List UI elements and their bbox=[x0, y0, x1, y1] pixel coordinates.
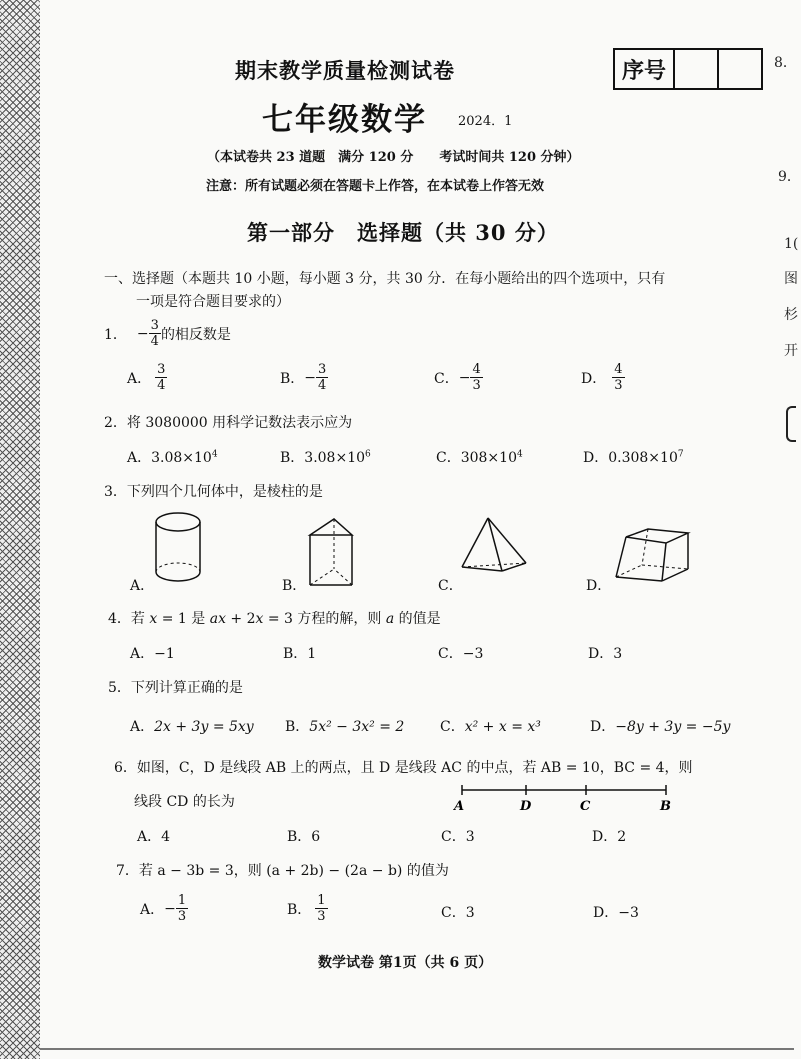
q6-option-a: A．4 bbox=[137, 829, 171, 845]
q5-option-d: D．−8y + 3y = −5y bbox=[590, 719, 731, 735]
q5-option-b: B．5x² − 3x² = 2 bbox=[285, 719, 405, 735]
q7-option-d: D．−3 bbox=[593, 905, 639, 921]
edge-fragment: 9． bbox=[778, 169, 801, 185]
edge-fragment: 1( bbox=[784, 236, 799, 252]
edge-fragment: 图 bbox=[784, 271, 798, 287]
q1-option-d: D． $\frac{4}{3}$ bbox=[581, 362, 623, 393]
sequence-cell bbox=[719, 50, 761, 88]
edge-fragment: 开 bbox=[784, 343, 798, 359]
q7-option-b: B． $\frac{1}{3}$ bbox=[287, 893, 326, 924]
frustum-figure bbox=[612, 525, 694, 585]
q3-option-d: D． bbox=[586, 578, 612, 594]
q2-option-a: A．$3.08\times 10^4$ bbox=[127, 449, 218, 466]
q4-option-c: C．−3 bbox=[438, 646, 484, 662]
binding-hatch bbox=[0, 0, 40, 1059]
prism-figure bbox=[302, 515, 362, 590]
q6-option-c: C．3 bbox=[441, 829, 475, 845]
edge-box-fragment bbox=[786, 406, 796, 442]
section-instruction-cont: 一项是符合题目要求的） bbox=[136, 294, 290, 310]
page-bottom-line bbox=[40, 1048, 794, 1050]
q6-option-d: D．2 bbox=[592, 829, 627, 845]
point-b-label: B bbox=[660, 799, 671, 814]
sequence-label: 序号 bbox=[615, 50, 675, 88]
q4-option-a: A．−1 bbox=[130, 646, 175, 662]
point-a-label: A bbox=[454, 799, 465, 814]
edge-fragment: 8． bbox=[774, 55, 797, 71]
q1-option-a: A． $\frac{3}{4}$ bbox=[127, 362, 166, 393]
exam-date: 2024．1 bbox=[458, 114, 513, 129]
q6-option-b: B．6 bbox=[287, 829, 321, 845]
q3-option-b: B． bbox=[282, 578, 307, 594]
sequence-number-box bbox=[613, 48, 763, 90]
q5-option-a: A．2x + 3y = 5xy bbox=[130, 719, 254, 735]
exam-info: （本试卷共 23 道题 满分 120 分 考试时间共 120 分钟） bbox=[207, 150, 580, 165]
question-4: 4．若 x = 1 是 ax + 2x = 3 方程的解，则 a 的值是 bbox=[108, 611, 441, 627]
question-3: 3．下列四个几何体中，是棱柱的是 bbox=[104, 484, 323, 500]
q5-option-c: C．x² + x = x³ bbox=[440, 719, 541, 735]
question-7: 7．若 a − 3b = 3，则 (a + 2b) − (2a − b) 的值为 bbox=[116, 863, 449, 879]
sequence-cell bbox=[675, 50, 719, 88]
cylinder-figure bbox=[150, 510, 206, 586]
q7-option-a: A． − $\frac{1}{3}$ bbox=[140, 893, 187, 924]
q2-option-c: C．$308\times 10^4$ bbox=[436, 449, 523, 466]
question-1: 1． − $\frac{3}{4}$ 的相反数是 bbox=[104, 318, 231, 349]
pyramid-figure bbox=[458, 515, 532, 577]
section-instruction: 一、选择题（本题共 10 小题，每小题 3 分，共 30 分．在每小题给出的四个选项中，只有 bbox=[104, 271, 666, 287]
question-5: 5．下列计算正确的是 bbox=[108, 680, 243, 696]
q2-option-d: D．$0.308\times 10^7$ bbox=[583, 449, 684, 466]
edge-fragment: 杉 bbox=[784, 307, 798, 323]
question-6-cont: 线段 CD 的长为 bbox=[134, 794, 235, 810]
exam-title: 期末教学质量检测试卷 bbox=[235, 58, 455, 83]
part-title: 第一部分 选择题（共 30 分） bbox=[247, 220, 559, 245]
q4-option-d: D．3 bbox=[588, 646, 623, 662]
question-2: 2．将 3080000 用科学记数法表示应为 bbox=[104, 415, 353, 431]
q7-option-c: C．3 bbox=[441, 905, 475, 921]
point-d-label: D bbox=[520, 799, 532, 814]
subject-title: 七年级数学 bbox=[262, 102, 427, 138]
q1-option-c: C． − $\frac{4}{3}$ bbox=[434, 362, 481, 393]
q3-option-a: A． bbox=[130, 578, 155, 594]
exam-notice: 注意：所有试题必须在答题卡上作答，在本试卷上作答无效 bbox=[206, 179, 545, 194]
q3-option-c: C． bbox=[438, 578, 463, 594]
q4-option-b: B．1 bbox=[283, 646, 317, 662]
question-6: 6．如图，C，D 是线段 AB 上的两点，且 D 是线段 AC 的中点，若 AB = 10，BC = 4，则 bbox=[114, 760, 693, 776]
point-c-label: C bbox=[580, 799, 591, 814]
segment-diagram bbox=[450, 784, 680, 814]
q1-option-b: B． − $\frac{3}{4}$ bbox=[280, 362, 327, 393]
q2-option-b: B．$3.08\times 10^6$ bbox=[280, 449, 371, 466]
page-footer: 数学试卷 第1页（共 6 页） bbox=[318, 955, 493, 971]
